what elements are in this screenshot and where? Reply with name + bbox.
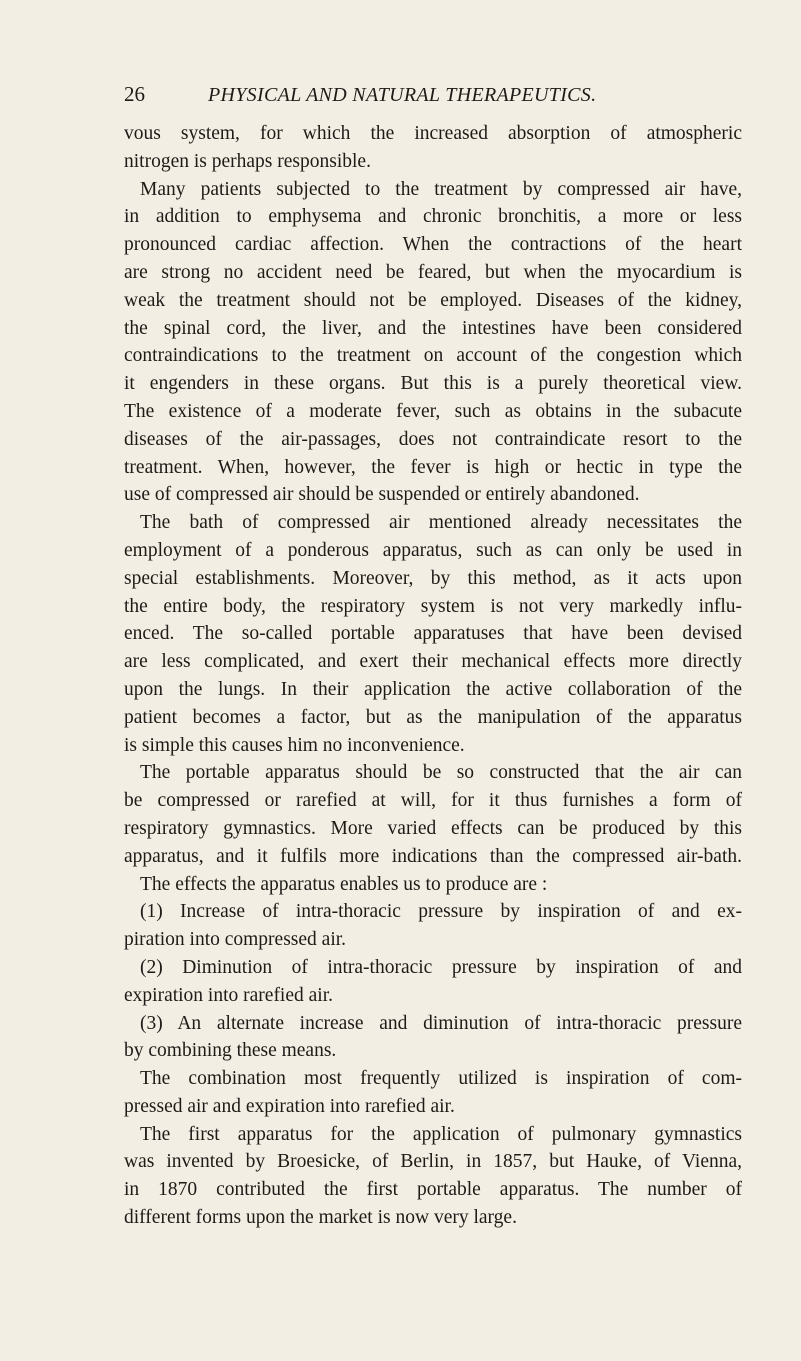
text-line: (2) Diminution of intra-thoracic pressure by inspiration of and: [140, 956, 742, 978]
text-line: Many patients subjected to the treatment by compressed air have,: [140, 178, 742, 200]
page-number: 26: [124, 82, 145, 106]
text-line: are less complicated, and exert their mechanical effects more directly: [124, 651, 742, 673]
text-line: The combination most frequently utilized is inspiration of com-: [140, 1068, 742, 1090]
text-line: (1) Increase of intra-thoracic pressure by inspiration of and ex-: [140, 901, 742, 923]
text-line: patient becomes a factor, but as the manipulation of the apparatus: [124, 706, 742, 728]
text-line: contraindications to the treatment on account of the congestion which: [124, 345, 742, 367]
text-line: the spinal cord, the liver, and the intestines have been considered: [124, 317, 742, 339]
text-line: the entire body, the respiratory system is not very markedly influ-: [124, 595, 742, 617]
text-line: pressed air and expiration into rarefied air.: [124, 1095, 455, 1117]
text-line: employment of a ponderous apparatus, such as can only be used in: [124, 539, 742, 561]
text-line: be compressed or rarefied at will, for it thus furnishes a form of: [124, 790, 742, 812]
text-line: it engenders in these organs. But this is a purely theoretical view.: [124, 373, 742, 395]
text-line: The existence of a moderate fever, such as obtains in the subacute: [124, 400, 742, 422]
text-line: are strong no accident need be feared, but when the myocardium is: [124, 261, 742, 283]
text-line: different forms upon the market is now very large.: [124, 1207, 517, 1229]
text-line: nitrogen is perhaps responsible.: [124, 150, 371, 172]
body-text: [124, 120, 742, 1232]
text-line: treatment. When, however, the fever is high or hectic in type the: [124, 456, 742, 478]
text-line: diseases of the air-passages, does not contraindicate resort to the: [124, 428, 742, 450]
text-line: vous system, for which the increased absorption of atmospheric: [124, 123, 742, 144]
text-line: (3) An alternate increase and diminution of intra-thoracic pressure: [140, 1012, 742, 1034]
text-line: use of compressed air should be suspended or entirely abandoned.: [124, 484, 640, 506]
text-line: respiratory gymnastics. More varied effects can be produced by this: [124, 817, 742, 839]
text-line: is simple this causes him no inconvenience.: [124, 734, 465, 756]
text-line: pronounced cardiac affection. When the contractions of the heart: [124, 234, 742, 256]
text-line: piration into compressed air.: [124, 929, 347, 951]
text-line: The first apparatus for the application of pulmonary gymnastics: [140, 1123, 742, 1145]
text-line: in addition to emphysema and chronic bronchitis, a more or less: [124, 206, 742, 228]
running-title: PHYSICAL AND NATURAL THERAPEUTICS.: [208, 84, 597, 106]
text-line: weak the treatment should not be employed. Diseases of the kidney,: [124, 289, 742, 311]
text-line: by combining these means.: [124, 1040, 337, 1062]
text-line: special establishments. Moreover, by this method, as it acts upon: [124, 567, 742, 589]
text-line: in 1870 contributed the first portable apparatus. The number of: [124, 1179, 742, 1201]
text-line: The bath of compressed air mentioned already necessitates the: [140, 512, 742, 534]
text-line: The effects the apparatus enables us to produce are :: [140, 873, 548, 895]
text-line: enced. The so-called portable apparatuses that have been devised: [124, 623, 742, 645]
text-line: was invented by Broesicke, of Berlin, in 1857, but Hauke, of Vienna,: [124, 1151, 742, 1173]
page-header: [124, 82, 741, 116]
text-line: upon the lungs. In their application the active collaboration of the: [124, 678, 742, 700]
text-line: The portable apparatus should be so constructed that the air can: [140, 762, 742, 784]
text-line: apparatus, and it fulfils more indications than the compressed air-bath.: [124, 845, 742, 867]
text-line: expiration into rarefied air.: [124, 984, 333, 1006]
